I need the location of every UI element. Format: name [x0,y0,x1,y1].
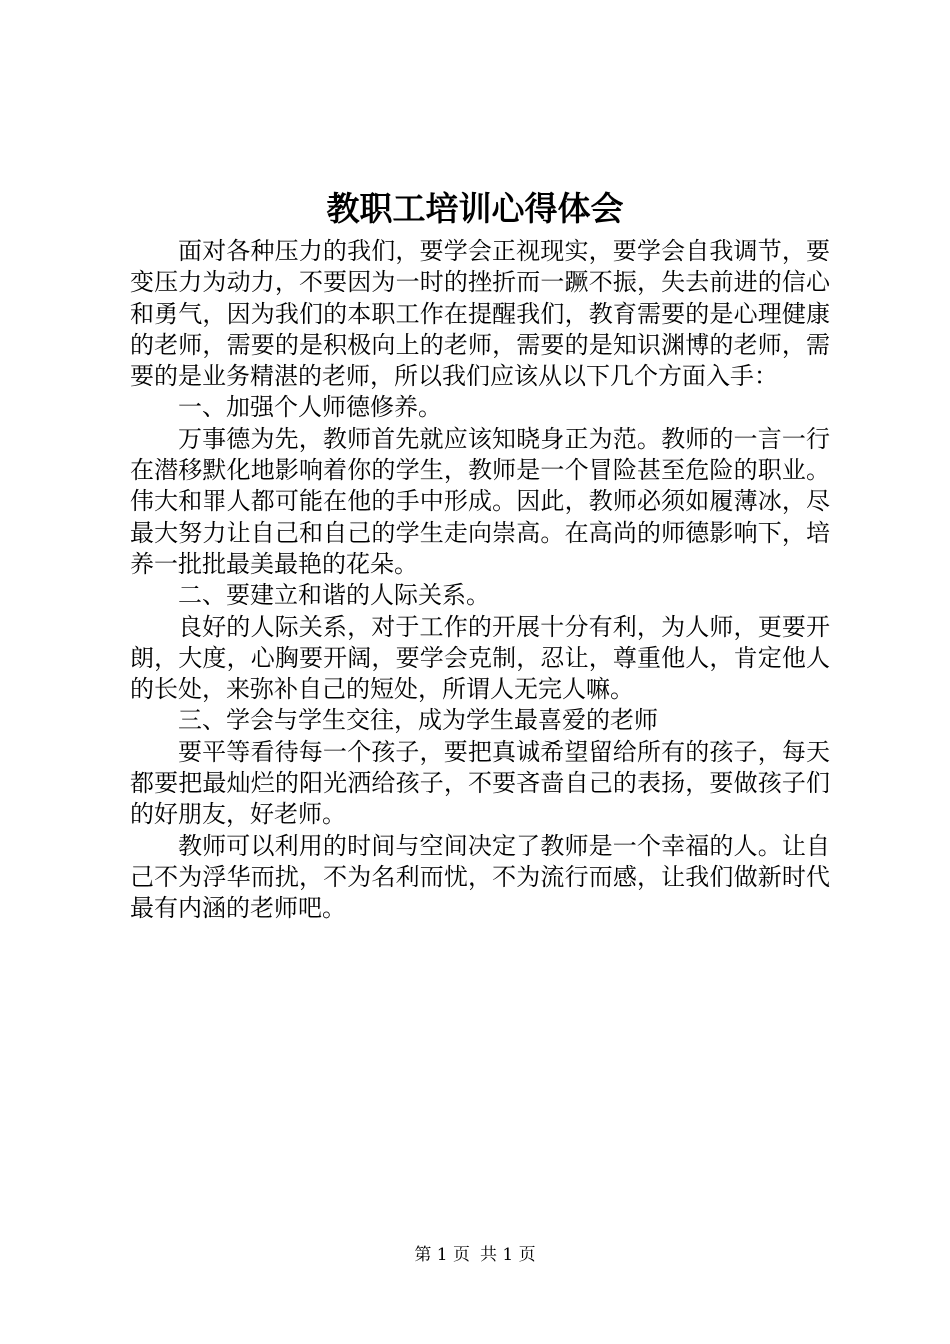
page-footer [0,1243,950,1267]
page-total: 共 1 页 [480,1245,536,1265]
document-title: 教职工培训心得体会 [326,189,624,228]
paragraph-section-2: 良好的人际关系，对于工作的开展十分有利，为人师，更要开朗，大度，心胸要开阔，要学会克制，忍让，尊重他人，肯定他人的长处，来弥补自己的短处，所谓人无完人嘛。 [130,612,830,704]
paragraph-section-1: 万事德为先，教师首先就应该知晓身正为范。教师的一言一行在潜移默化地影响着你的学生，教师是一个冒险甚至危险的职业。伟大和罪人都可能在他的手中形成。因此，教师必须如履薄冰，尽最大努力让自己和自己的学生走向崇高。在高尚的师德影响下，培养一批批最美最艳的花朵。 [130,424,830,578]
section-heading-1: 一、加强个人师德修养。 [178,393,442,422]
section-heading-2: 二、要建立和谐的人际关系。 [178,581,490,610]
paragraph-section-3: 要平等看待每一个孩子，要把真诚希望留给所有的孩子，每天都要把最灿烂的阳光洒给孩子，不要吝啬自己的表扬，要做孩子们的好朋友，好老师。 [130,737,830,829]
paragraph-intro: 面对各种压力的我们，要学会正视现实，要学会自我调节，要变压力为动力，不要因为一时的挫折而一蹶不振，失去前进的信心和勇气，因为我们的本职工作在提醒我们，教育需要的是心理健康的老师，需要的是积极向上的老师，需要的是知识渊博的老师，需要的是业务精湛的老师，所以我们应该从以下几个方面入手： [130,237,830,391]
section-heading-3: 三、学会与学生交往，成为学生最喜爱的老师 [178,706,658,735]
paragraph-conclusion: 教师可以利用的时间与空间决定了教师是一个幸福的人。让自己不为浮华而扰，不为名利而忧，不为流行而感，让我们做新时代最有内涵的老师吧。 [130,831,830,923]
document-body [130,236,830,925]
page-number: 第 1 页 [414,1245,470,1265]
